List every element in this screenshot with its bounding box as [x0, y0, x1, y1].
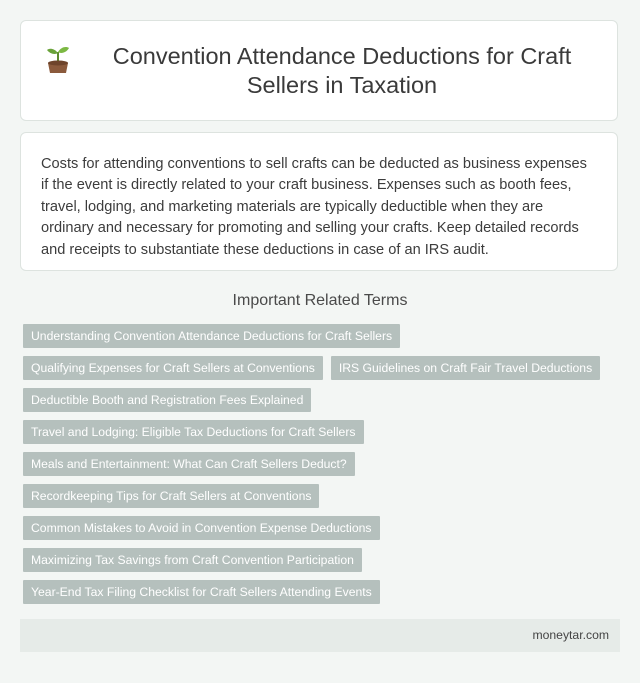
header [21, 42, 617, 100]
related-term-tag[interactable]: Meals and Entertainment: What Can Craft Sellers Deduct? [23, 452, 355, 476]
related-term-tag[interactable]: Deductible Booth and Registration Fees Explained [23, 388, 311, 412]
related-term-tag[interactable]: Qualifying Expenses for Craft Sellers at Conventions [23, 356, 323, 380]
header-card [20, 20, 618, 121]
related-term-tag[interactable]: Year-End Tax Filing Checklist for Craft Sellers Attending Events [23, 580, 380, 604]
related-terms-list [23, 324, 623, 612]
page-title: Convention Attendance Deductions for Craft Sellers in Taxation [112, 42, 572, 98]
related-term-tag[interactable]: Maximizing Tax Savings from Craft Convention Participation [23, 548, 362, 572]
related-term-tag[interactable]: Common Mistakes to Avoid in Convention Expense Deductions [23, 516, 380, 540]
summary-card [20, 132, 618, 271]
footer [20, 619, 620, 652]
site-name[interactable]: moneytar.com [532, 628, 609, 642]
related-terms-heading: Important Related Terms [232, 292, 408, 309]
related-term-tag[interactable]: Understanding Convention Attendance Deductions for Craft Sellers [23, 324, 400, 348]
summary-text: Costs for attending conventions to sell crafts can be deducted as business expenses if the event is directly related to your craft business. Expenses such as booth fees, travel, lodging, and marketing materials are typically deductible when they are ordinary and necessary for promoting and selling your crafts. Keep detailed records and receipts to substantiate these deductions in case of an IRS audit. [41, 156, 587, 258]
related-term-tag[interactable]: Travel and Lodging: Eligible Tax Deductions for Craft Sellers [23, 420, 364, 444]
related-term-tag[interactable]: Recordkeeping Tips for Craft Sellers at Conventions [23, 484, 319, 508]
related-term-tag[interactable]: IRS Guidelines on Craft Fair Travel Deductions [331, 356, 600, 380]
sprout-icon [45, 44, 71, 74]
